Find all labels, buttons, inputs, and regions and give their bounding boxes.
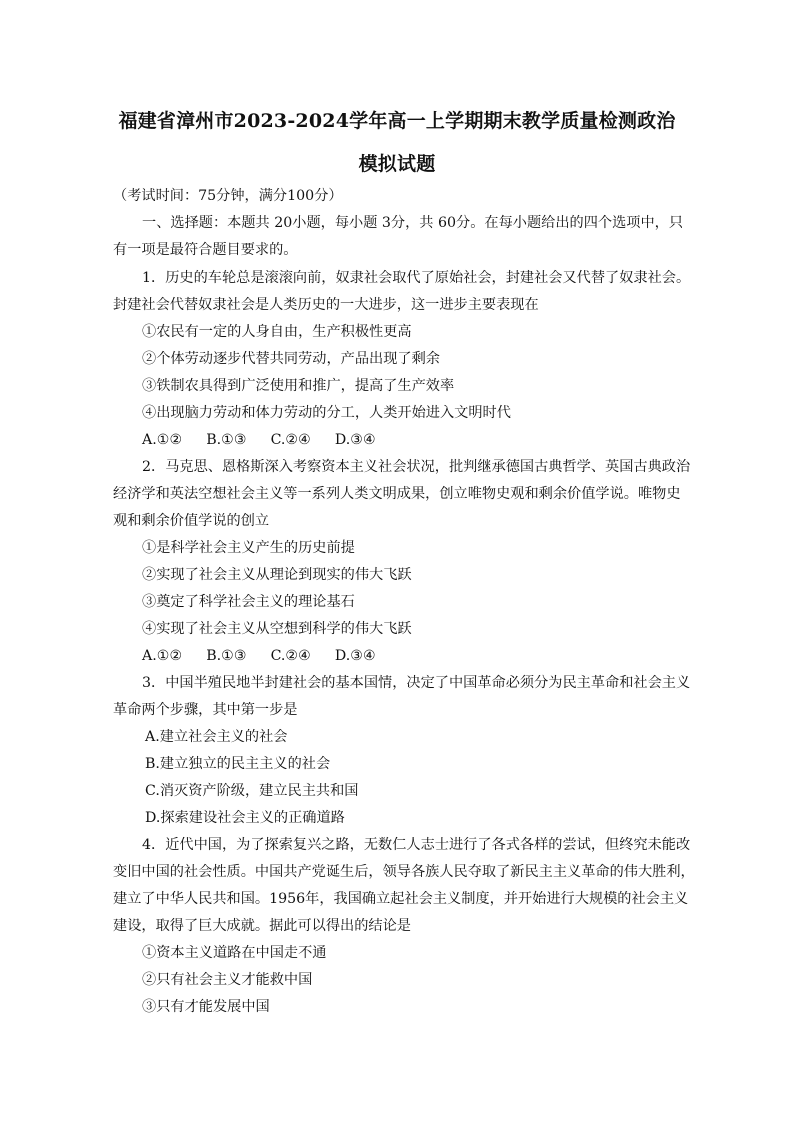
question-2-option-a: A.①② xyxy=(142,648,183,664)
question-4-stem-line4: 建设，取得了巨大成就。据此可以得出的结论是 xyxy=(113,918,411,934)
question-2-option-c: C.②④ xyxy=(270,648,311,664)
question-4-stem-line3: 建立了中华人民共和国。1956年，我国确立起社会主义制度，并开始进行大规模的社会主义 xyxy=(113,891,689,907)
question-2-stem-line3: 观和剩余价值学说的创立 xyxy=(113,513,270,529)
question-1-option-d: D.③④ xyxy=(334,432,376,448)
question-2-options xyxy=(142,646,400,666)
question-3-stem-line2: 革命两个步骤，其中第一步是 xyxy=(113,702,298,718)
question-1-stem-line1: 1．历史的车轮总是滚滚向前，奴隶社会取代了原始社会，封建社会又代替了奴隶社会。 xyxy=(142,270,691,286)
question-3-choice-c: C.消灭资产阶级，建立民主共和国 xyxy=(145,783,359,799)
section-instructions-line1: 一、选择题：本题共 20小题，每小题 3分，共 60分。在每小题给出的四个选项中，只 xyxy=(142,215,684,231)
question-2-stem-line2: 经济学和英法空想社会主义等一系列人类文明成果，创立唯物史观和剩余价值学说。唯物史 xyxy=(113,486,681,502)
question-3-choice-a: A.建立社会主义的社会 xyxy=(145,729,288,745)
exam-info: （考试时间：75分钟，满分100分） xyxy=(113,188,343,204)
question-3-stem-line1: 3．中国半殖民地半封建社会的基本国情，决定了中国革命必须分为民主革命和社会主义 xyxy=(142,675,691,691)
document-title-line1: 福建省漳州市2023-2024学年高一上学期期末教学质量检测政治 xyxy=(118,110,676,132)
question-3-choice-d: D.探索建设社会主义的正确道路 xyxy=(145,810,345,826)
question-1-option-b: B.①③ xyxy=(206,432,247,448)
question-2-stem-line1: 2．马克思、恩格斯深入考察资本主义社会状况，批判继承德国古典哲学、英国古典政治 xyxy=(142,459,691,475)
question-4-item-2: ②只有社会主义才能救中国 xyxy=(142,972,313,988)
question-2-option-b: B.①③ xyxy=(206,648,247,664)
question-3-choice-b: B.建立独立的民主主义的社会 xyxy=(145,756,331,772)
document-title-line2: 模拟试题 xyxy=(358,153,436,175)
section-instructions-line2: 有一项是最符合题目要求的。 xyxy=(113,242,298,258)
question-1-item-2: ②个体劳动逐步代替共同劳动，产品出现了剩余 xyxy=(142,351,440,367)
question-2-item-1: ①是科学社会主义产生的历史前提 xyxy=(142,540,355,556)
question-2-option-d: D.③④ xyxy=(334,648,376,664)
question-1-option-c: C.②④ xyxy=(270,432,311,448)
question-1-item-3: ③铁制农具得到广泛使用和推广，提高了生产效率 xyxy=(142,378,455,394)
question-2-item-2: ②实现了社会主义从理论到现实的伟大飞跃 xyxy=(142,567,412,583)
question-4-item-1: ①资本主义道路在中国走不通 xyxy=(142,945,327,961)
question-1-item-1: ①农民有一定的人身自由，生产积极性更高 xyxy=(142,324,412,340)
question-4-item-3: ③只有才能发展中国 xyxy=(142,999,270,1015)
question-2-item-3: ③奠定了科学社会主义的理论基石 xyxy=(142,594,355,610)
question-1-option-a: A.①② xyxy=(142,432,183,448)
question-1-options xyxy=(142,430,400,450)
question-4-stem-line2: 变旧中国的社会性质。中国共产党诞生后，领导各族人民夺取了新民主主义革命的伟大胜利， xyxy=(113,864,695,880)
question-1-stem-line2: 封建社会代替奴隶社会是人类历史的一大进步，这一进步主要表现在 xyxy=(113,297,539,313)
question-4-stem-line1: 4．近代中国，为了探索复兴之路，无数仁人志士进行了各式各样的尝试，但终究未能改 xyxy=(142,837,691,853)
question-2-item-4: ④实现了社会主义从空想到科学的伟大飞跃 xyxy=(142,621,412,637)
question-1-item-4: ④出现脑力劳动和体力劳动的分工，人类开始进入文明时代 xyxy=(142,405,511,421)
